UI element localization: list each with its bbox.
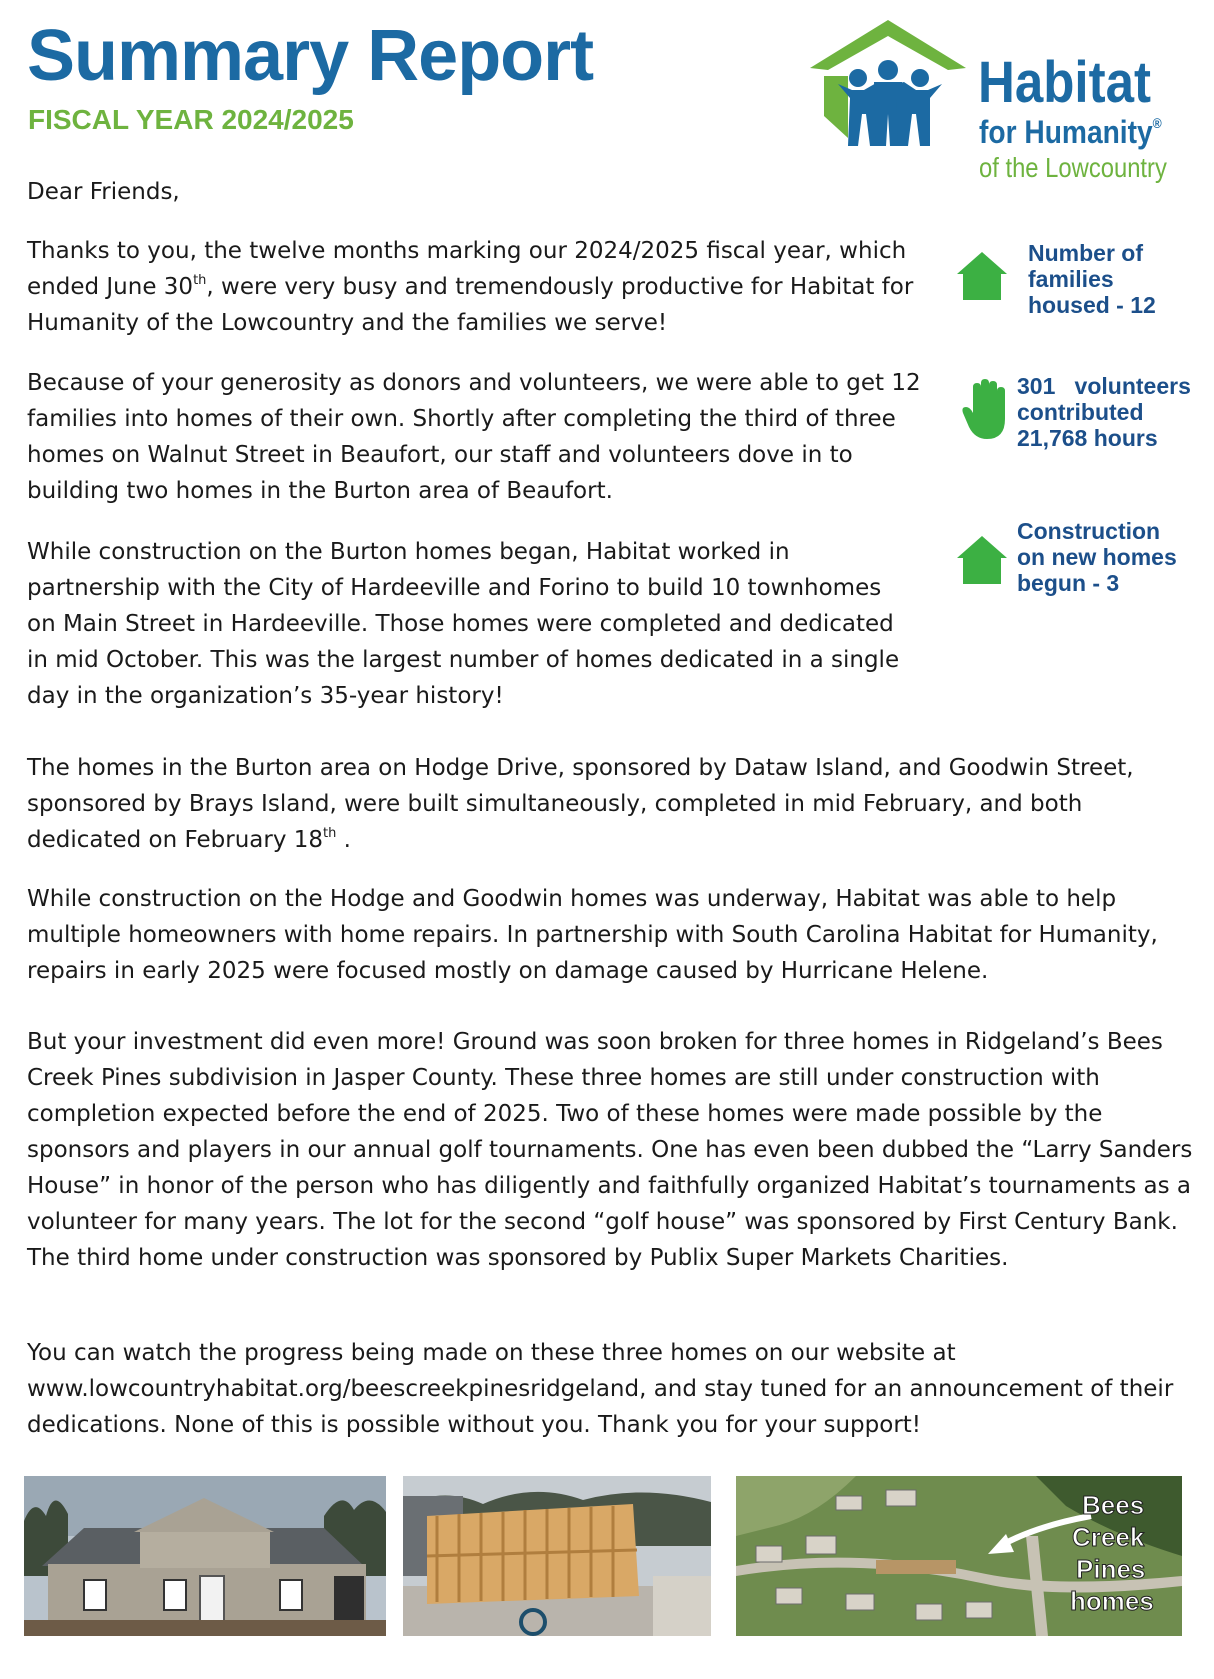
stat-construction-begun <box>955 518 1205 598</box>
stat-line: begun - 3 <box>1017 570 1120 596</box>
house-icon <box>955 532 1009 586</box>
superscript: th <box>323 826 337 841</box>
letter-paragraph-2: Because of your generosity as donors and volunteers, we were able to get 12 families into homes of their own. Shortly after completing the third of three homes on Walnut Street in Beaufort, our staff and volunteers dove in to building two homes in the Burton area of Beaufort. <box>27 370 921 504</box>
letter-paragraph-7: You can watch the progress being made on these three homes on our website at www.lowcountryhabitat.org/beescreekpinesridgeland, and stay tuned for an announcement of their dedications. None of this is possible without you. Thank you for your support! <box>27 1340 1174 1438</box>
letter-paragraph-4: The homes in the Burton area on Hodge Drive, sponsored by Dataw Island, and Goodwin Street, sponsored by Brays Island, were built simultaneously, completed in mid February, and both dedicated on February 18th . <box>27 755 1134 853</box>
stat-line: on new homes <box>1017 544 1177 570</box>
letter-paragraph-1: Thanks to you, the twelve months marking our 2024/2025 fiscal year, which ended June 30th, were very busy and tremendously productive for Habitat for Humanity of the Lowcountry and the families we serve! <box>27 238 914 336</box>
stat-line: 301 volunteers <box>1017 373 1191 399</box>
habitat-logo <box>808 18 1208 188</box>
fiscal-year-subtitle: FISCAL YEAR 2024/2025 <box>28 104 354 135</box>
stat-line: Construction <box>1017 518 1161 544</box>
stat-volunteers <box>955 373 1205 453</box>
page-title: Summary Report <box>27 16 594 96</box>
photo-aerial-bees-creek <box>736 1476 1182 1636</box>
aerial-caption-line: Bees <box>1082 1490 1145 1520</box>
letter-paragraph-3: While construction on the Burton homes began, Habitat worked in partnership with the City of Hardeeville and Forino to build 10 townhomes on Main Street in Hardeeville. Those homes were completed and dedicated in mid October. This was the largest number of homes dedicated in a single day in the organization’s 35-year history! <box>27 539 900 709</box>
logo-habitat-text: Habitat <box>978 50 1151 115</box>
stat-line: families <box>1028 266 1114 292</box>
house-icon <box>955 248 1009 302</box>
photo-completed-home <box>24 1476 386 1636</box>
superscript: th <box>193 273 207 288</box>
aerial-caption-line: Creek <box>1072 1522 1145 1552</box>
stat-line: 21,768 hours <box>1017 425 1158 451</box>
aerial-photo-image <box>736 1476 1182 1636</box>
framing-photo-image <box>403 1476 711 1636</box>
letter-paragraph-6: But your investment did even more! Ground was soon broken for three homes in Ridgeland’s Bees Creek Pines subdivision in Jasper County. These three homes are still under construction with completion expected before the end of 2025. Two of these homes were made possible by the sponsors and players in our annual golf tournaments. One has even been dubbed the “Larry Sanders House” in honor of the person who has diligently and faithfully organized Habitat’s tournaments as a volunteer for many years. The lot for the second “golf house” was sponsored by First Century Bank. The third home under construction was sponsored by Publix Super Markets Charities. <box>27 1029 1193 1271</box>
house-photo-image <box>24 1476 386 1636</box>
photo-home-framing <box>403 1476 711 1636</box>
registered-mark: ® <box>1152 115 1162 131</box>
hand-icon <box>961 377 1011 443</box>
logo-lowcountry-text: of the Lowcountry <box>979 152 1167 183</box>
aerial-caption-line: homes <box>1070 1586 1154 1616</box>
aerial-caption-line: Pines <box>1076 1554 1146 1584</box>
stat-line: Number of <box>1028 240 1143 266</box>
stat-line: contributed <box>1017 399 1144 425</box>
letter-greeting: Dear Friends, <box>27 179 180 205</box>
logo-for-humanity-text: for Humanity® <box>979 114 1162 150</box>
letter-paragraph-5: While construction on the Hodge and Goodwin homes was underway, Habitat was able to help multiple homeowners with home repairs. In partnership with South Carolina Habitat for Humanity, repairs in early 2025 were focused mostly on damage caused by Hurricane Helene. <box>27 886 1158 984</box>
habitat-logo-icon <box>808 18 968 148</box>
stat-line: housed - 12 <box>1028 292 1156 318</box>
stat-families-housed <box>955 240 1205 320</box>
